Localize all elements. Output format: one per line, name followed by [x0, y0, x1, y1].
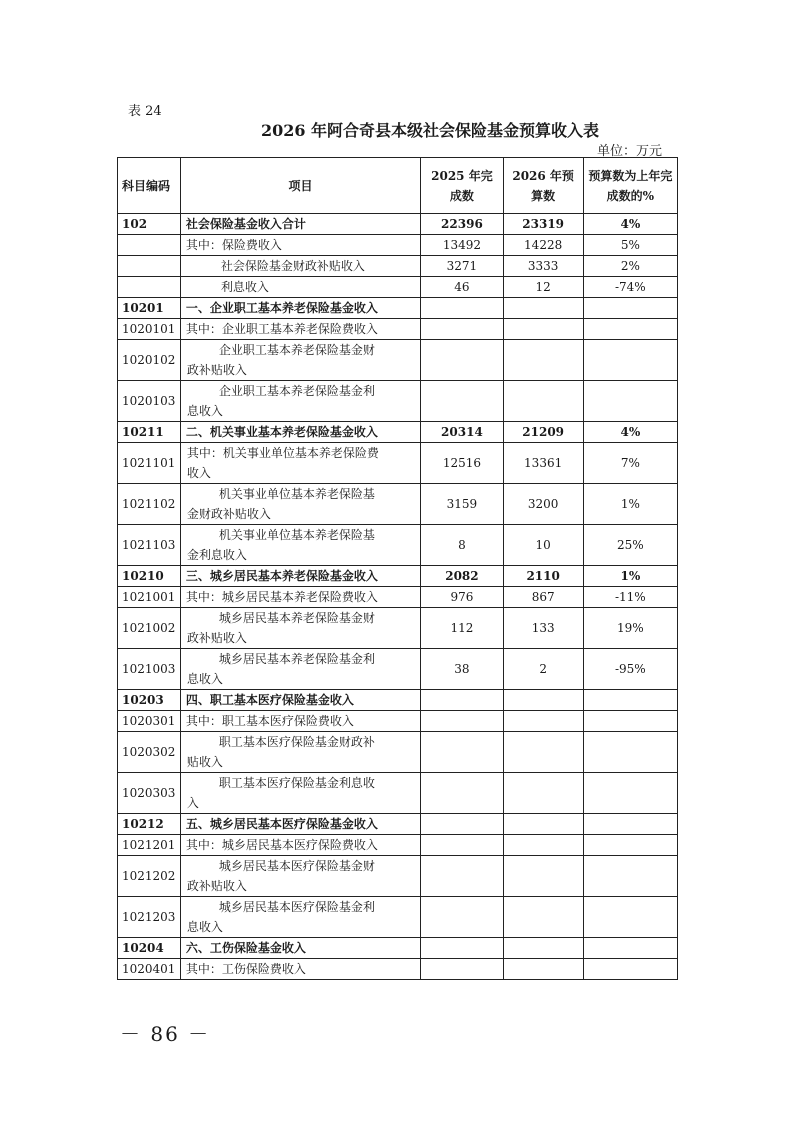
row-code: 10204 — [118, 938, 181, 959]
row-value-2026: 133 — [503, 608, 583, 649]
table-row — [118, 897, 678, 938]
row-item: 四、职工基本医疗保险基金收入 — [180, 690, 420, 711]
row-value-2025: 2082 — [421, 566, 503, 587]
row-item-line1: 职工基本医疗保险基金利息收 — [218, 776, 375, 790]
table-row — [118, 214, 678, 235]
row-value-2025 — [421, 773, 503, 814]
row-item-line2: 政补贴收入 — [186, 879, 247, 893]
row-item: 其中：工伤保险费收入 — [180, 959, 420, 980]
row-item-line1: 机关事业单位基本养老保险基 — [218, 528, 375, 542]
table-row — [118, 856, 678, 897]
row-value-2025 — [421, 835, 503, 856]
row-value-2026 — [503, 959, 583, 980]
row-code: 10201 — [118, 298, 181, 319]
row-pct: -74% — [583, 277, 677, 298]
row-item: 五、城乡居民基本医疗保险基金收入 — [180, 814, 420, 835]
row-item: 六、工伤保险基金收入 — [180, 938, 420, 959]
row-item-line1: 城乡居民基本医疗保险基金财 — [218, 859, 375, 873]
row-pct: 7% — [583, 443, 677, 484]
row-item — [180, 732, 420, 773]
table-row — [118, 277, 678, 298]
row-pct: 5% — [583, 235, 677, 256]
row-pct — [583, 381, 677, 422]
row-pct: -11% — [583, 587, 677, 608]
table-row — [118, 422, 678, 443]
row-value-2026 — [503, 690, 583, 711]
row-value-2026 — [503, 856, 583, 897]
row-value-2026 — [503, 938, 583, 959]
row-code — [118, 256, 181, 277]
row-code: 1020302 — [118, 732, 181, 773]
row-item: 社会保险基金收入合计 — [180, 214, 420, 235]
row-pct — [583, 298, 677, 319]
row-code — [118, 277, 181, 298]
table-row — [118, 443, 678, 484]
table-row — [118, 319, 678, 340]
row-code: 1021101 — [118, 443, 181, 484]
row-value-2025 — [421, 690, 503, 711]
row-value-2025 — [421, 938, 503, 959]
header-item: 项目 — [180, 158, 420, 214]
table-row — [118, 835, 678, 856]
row-value-2025: 20314 — [421, 422, 503, 443]
budget-table — [117, 157, 678, 980]
table-row — [118, 484, 678, 525]
row-item-line2: 息收入 — [186, 920, 223, 934]
row-value-2026: 13361 — [503, 443, 583, 484]
row-item-line1: 城乡居民基本养老保险基金财 — [218, 611, 375, 625]
row-item: 三、城乡居民基本养老保险基金收入 — [180, 566, 420, 587]
row-value-2025: 38 — [421, 649, 503, 690]
row-item-line1: 城乡居民基本医疗保险基金利 — [218, 900, 375, 914]
row-pct: 19% — [583, 608, 677, 649]
row-pct: 1% — [583, 484, 677, 525]
table-header-row — [118, 158, 678, 214]
row-code: 1021203 — [118, 897, 181, 938]
row-value-2025 — [421, 732, 503, 773]
row-item — [180, 649, 420, 690]
row-value-2026 — [503, 711, 583, 732]
table-row — [118, 381, 678, 422]
row-value-2026: 2 — [503, 649, 583, 690]
row-value-2025 — [421, 381, 503, 422]
row-value-2026 — [503, 835, 583, 856]
header-code: 科目编码 — [118, 158, 181, 214]
row-item-line2: 入 — [186, 796, 199, 810]
page-number: － 86 － — [120, 1022, 211, 1046]
row-item — [180, 608, 420, 649]
header-2025: 2025 年完成数 — [421, 158, 503, 214]
row-code: 1021003 — [118, 649, 181, 690]
row-pct: 25% — [583, 525, 677, 566]
table-label: 表 24 — [128, 104, 162, 119]
row-pct — [583, 897, 677, 938]
row-code: 1020301 — [118, 711, 181, 732]
row-value-2026: 867 — [503, 587, 583, 608]
row-value-2025: 112 — [421, 608, 503, 649]
row-code — [118, 235, 181, 256]
row-item-line2: 息收入 — [186, 404, 223, 418]
row-code: 1021001 — [118, 587, 181, 608]
row-value-2025 — [421, 959, 503, 980]
row-value-2025: 46 — [421, 277, 503, 298]
row-value-2026: 14228 — [503, 235, 583, 256]
table-row — [118, 732, 678, 773]
row-code: 10210 — [118, 566, 181, 587]
row-item-line1: 企业职工基本养老保险基金财 — [218, 343, 375, 357]
row-value-2025: 3271 — [421, 256, 503, 277]
row-value-2026: 21209 — [503, 422, 583, 443]
table-row — [118, 525, 678, 566]
row-value-2025 — [421, 814, 503, 835]
row-code: 1021202 — [118, 856, 181, 897]
row-item-line2: 收入 — [186, 466, 211, 480]
row-value-2026: 2110 — [503, 566, 583, 587]
row-item: 一、企业职工基本养老保险基金收入 — [180, 298, 420, 319]
table-row — [118, 649, 678, 690]
row-item — [180, 856, 420, 897]
row-item-line2: 政补贴收入 — [186, 363, 247, 377]
row-item: 其中：职工基本医疗保险费收入 — [180, 711, 420, 732]
row-code: 10203 — [118, 690, 181, 711]
row-value-2025: 8 — [421, 525, 503, 566]
row-code: 1021201 — [118, 835, 181, 856]
page-title: 2026 年阿合奇县本级社会保险基金预算收入表 — [260, 121, 600, 140]
row-value-2026: 3333 — [503, 256, 583, 277]
row-value-2026 — [503, 897, 583, 938]
row-value-2026: 23319 — [503, 214, 583, 235]
row-item-line2: 贴收入 — [186, 755, 223, 769]
row-pct — [583, 732, 677, 773]
row-value-2025 — [421, 856, 503, 897]
row-pct: 4% — [583, 214, 677, 235]
row-pct: 4% — [583, 422, 677, 443]
row-item — [180, 897, 420, 938]
row-item-line2: 息收入 — [186, 672, 223, 686]
row-item-line2: 金财政补贴收入 — [186, 507, 271, 521]
row-pct — [583, 959, 677, 980]
row-item-line2: 政补贴收入 — [186, 631, 247, 645]
row-item-line1: 城乡居民基本养老保险基金利 — [218, 652, 375, 666]
row-item: 其中：保险费收入 — [180, 235, 420, 256]
row-item: 其中：城乡居民基本医疗保险费收入 — [180, 835, 420, 856]
row-pct: 2% — [583, 256, 677, 277]
row-pct — [583, 773, 677, 814]
row-pct: -95% — [583, 649, 677, 690]
table-row — [118, 938, 678, 959]
row-value-2025 — [421, 298, 503, 319]
table-row — [118, 959, 678, 980]
row-code: 1021103 — [118, 525, 181, 566]
row-value-2025 — [421, 340, 503, 381]
row-item-line1: 其中：机关事业单位基本养老保险费 — [186, 446, 379, 460]
row-value-2025: 22396 — [421, 214, 503, 235]
row-value-2026 — [503, 381, 583, 422]
row-item-line1: 机关事业单位基本养老保险基 — [218, 487, 375, 501]
row-value-2025: 3159 — [421, 484, 503, 525]
row-code: 102 — [118, 214, 181, 235]
row-value-2025 — [421, 711, 503, 732]
row-item: 利息收入 — [180, 277, 420, 298]
row-item-line1: 企业职工基本养老保险基金利 — [218, 384, 375, 398]
row-pct — [583, 340, 677, 381]
unit-label: 单位：万元 — [596, 144, 662, 159]
row-pct — [583, 856, 677, 897]
row-item: 其中：城乡居民基本养老保险费收入 — [180, 587, 420, 608]
row-item — [180, 773, 420, 814]
row-value-2025: 13492 — [421, 235, 503, 256]
row-item: 社会保险基金财政补贴收入 — [180, 256, 420, 277]
row-item — [180, 340, 420, 381]
header-2026: 2026 年预算数 — [503, 158, 583, 214]
row-code: 10212 — [118, 814, 181, 835]
row-item-line1: 职工基本医疗保险基金财政补 — [218, 735, 375, 749]
row-value-2025 — [421, 319, 503, 340]
row-item — [180, 443, 420, 484]
row-pct: 1% — [583, 566, 677, 587]
row-code: 1021002 — [118, 608, 181, 649]
row-value-2026 — [503, 814, 583, 835]
row-value-2026 — [503, 732, 583, 773]
table-row — [118, 773, 678, 814]
row-item — [180, 484, 420, 525]
row-item-line2: 金利息收入 — [186, 548, 247, 562]
row-code: 1021102 — [118, 484, 181, 525]
row-item — [180, 381, 420, 422]
table-row — [118, 235, 678, 256]
table-body — [118, 214, 678, 980]
row-pct — [583, 835, 677, 856]
row-pct — [583, 319, 677, 340]
header-pct: 预算数为上年完成数的% — [583, 158, 677, 214]
table-row — [118, 587, 678, 608]
table-row — [118, 711, 678, 732]
row-pct — [583, 690, 677, 711]
row-pct — [583, 814, 677, 835]
row-value-2026 — [503, 340, 583, 381]
row-value-2025: 976 — [421, 587, 503, 608]
table-row — [118, 256, 678, 277]
row-value-2026 — [503, 773, 583, 814]
row-value-2026: 12 — [503, 277, 583, 298]
table-row — [118, 566, 678, 587]
row-value-2025 — [421, 897, 503, 938]
row-value-2026 — [503, 319, 583, 340]
row-code: 1020102 — [118, 340, 181, 381]
row-pct — [583, 938, 677, 959]
row-pct — [583, 711, 677, 732]
row-code: 10211 — [118, 422, 181, 443]
table-row — [118, 298, 678, 319]
row-item: 其中：企业职工基本养老保险费收入 — [180, 319, 420, 340]
row-value-2025: 12516 — [421, 443, 503, 484]
row-item — [180, 525, 420, 566]
table-row — [118, 814, 678, 835]
row-item: 二、机关事业基本养老保险基金收入 — [180, 422, 420, 443]
row-value-2026 — [503, 298, 583, 319]
row-value-2026: 10 — [503, 525, 583, 566]
table-row — [118, 690, 678, 711]
row-code: 1020101 — [118, 319, 181, 340]
row-code: 1020303 — [118, 773, 181, 814]
table-row — [118, 608, 678, 649]
table-row — [118, 340, 678, 381]
row-code: 1020401 — [118, 959, 181, 980]
row-value-2026: 3200 — [503, 484, 583, 525]
row-code: 1020103 — [118, 381, 181, 422]
